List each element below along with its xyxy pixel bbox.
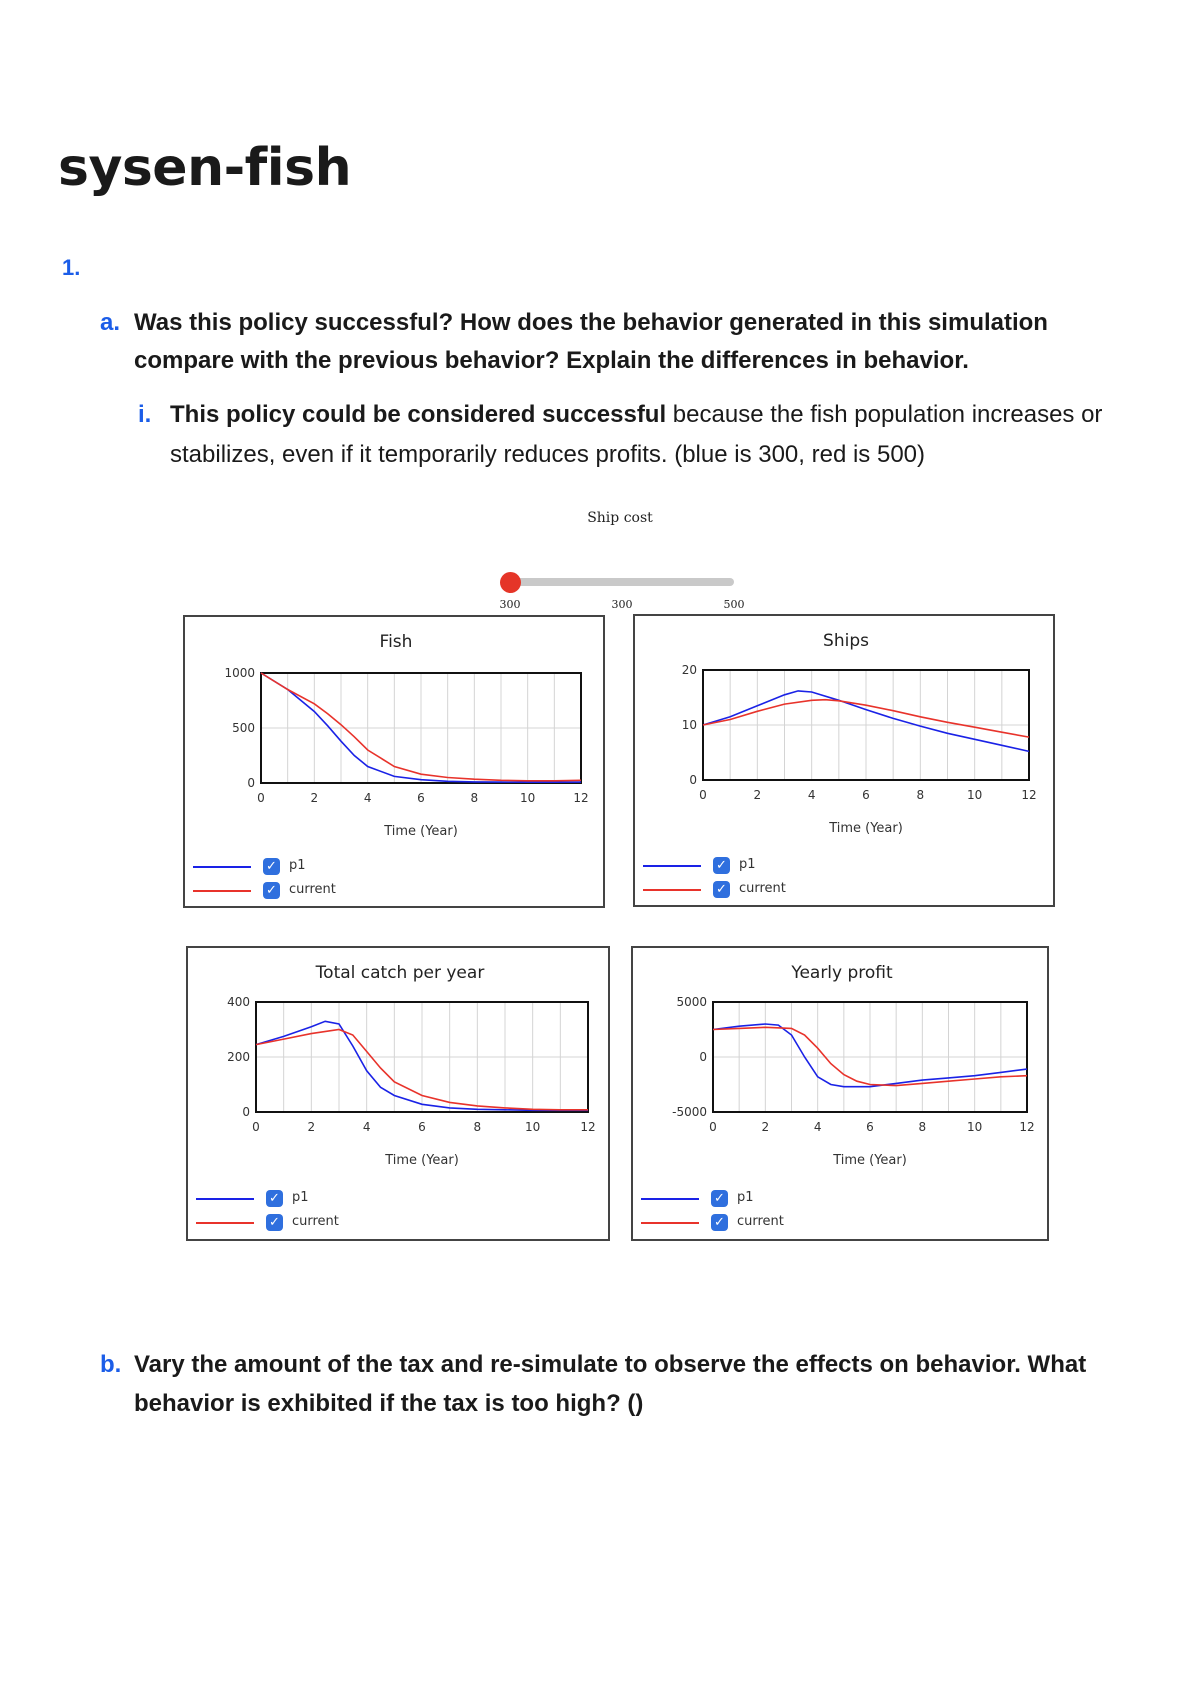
slider-tick-min: 300 <box>499 598 521 611</box>
chart-title: Yearly profit <box>791 963 893 983</box>
x-axis-label: Time (Year) <box>384 824 458 839</box>
question-a <box>100 304 1150 380</box>
x-tick-label: 12 <box>573 791 589 805</box>
legend-label-current: current <box>292 1214 339 1229</box>
answer-i-label: i. <box>138 401 152 428</box>
question-b <box>100 1345 1150 1423</box>
slider-knob[interactable] <box>500 572 521 593</box>
legend-label-p1: p1 <box>739 857 756 872</box>
x-tick-label: 8 <box>473 1120 482 1134</box>
slider-label: Ship cost <box>587 510 653 526</box>
chart-panel-total-catch <box>186 946 610 1241</box>
x-tick-label: 2 <box>761 1120 770 1134</box>
checkbox-current[interactable]: ✓ <box>263 882 280 899</box>
question-b-label: b. <box>100 1351 122 1378</box>
slider-track[interactable] <box>510 578 734 586</box>
y-tick-label: 200 <box>227 1050 250 1064</box>
y-tick-label: 10 <box>681 718 697 732</box>
question-a-text: Was this policy successful? How does the behavior generated in this simulation compare with the previous behavior? Explain the differences in behavior. <box>134 309 1048 374</box>
legend-label-current: current <box>739 881 786 896</box>
chart-title: Fish <box>379 632 413 652</box>
checkbox-p1[interactable]: ✓ <box>711 1190 728 1207</box>
x-tick-label: 4 <box>362 1120 371 1134</box>
answer-i <box>138 395 1148 475</box>
page-title: sysen-fish <box>58 138 352 198</box>
chart-panel-fish <box>183 615 605 908</box>
legend-label-p1: p1 <box>289 858 306 873</box>
x-tick-label: 6 <box>862 788 870 802</box>
x-tick-label: 8 <box>916 788 925 802</box>
x-tick-label: 2 <box>307 1120 316 1134</box>
x-tick-label: 10 <box>967 1120 983 1134</box>
y-tick-label: 400 <box>227 995 250 1009</box>
answer-i-text: because the fish population increases or stabilizes, even if it temporarily reduces profits. (blue is 300, red is 500) <box>170 401 1103 468</box>
x-tick-label: 4 <box>363 791 372 805</box>
legend-label-current: current <box>289 882 336 897</box>
legend-line-p1 <box>641 1198 699 1200</box>
legend-line-p1 <box>193 866 251 868</box>
slider-tick-max: 500 <box>723 598 745 611</box>
legend-line-current <box>641 1222 699 1224</box>
x-tick-label: 6 <box>418 1120 426 1134</box>
x-tick-label: 0 <box>257 791 265 805</box>
x-axis-label: Time (Year) <box>829 821 903 836</box>
x-tick-label: 0 <box>252 1120 260 1134</box>
question-b-text: Vary the amount of the tax and re-simulate to observe the effects on behavior. What behavior is exhibited if the tax is too high? () <box>134 1351 1087 1417</box>
y-tick-label: 5000 <box>676 995 707 1009</box>
answer-i-bold: This policy could be considered successful <box>170 401 667 428</box>
y-tick-label: 1000 <box>224 666 255 680</box>
checkbox-p1[interactable]: ✓ <box>263 858 280 875</box>
x-tick-label: 0 <box>709 1120 717 1134</box>
y-tick-label: 0 <box>689 773 697 787</box>
checkbox-current[interactable]: ✓ <box>266 1214 283 1231</box>
checkbox-p1[interactable]: ✓ <box>266 1190 283 1207</box>
chart-title: Total catch per year <box>315 963 485 983</box>
checkbox-current[interactable]: ✓ <box>713 881 730 898</box>
chart-panel-ships <box>633 614 1055 907</box>
x-tick-label: 12 <box>1021 788 1037 802</box>
x-tick-label: 2 <box>753 788 762 802</box>
legend-label-current: current <box>737 1214 784 1229</box>
x-tick-label: 6 <box>417 791 425 805</box>
y-tick-label: -5000 <box>672 1105 707 1119</box>
x-tick-label: 4 <box>807 788 816 802</box>
question-a-label: a. <box>100 309 121 336</box>
legend-line-current <box>643 889 701 891</box>
legend-line-p1 <box>196 1198 254 1200</box>
legend-label-p1: p1 <box>292 1190 309 1205</box>
x-tick-label: 8 <box>470 791 479 805</box>
x-tick-label: 0 <box>699 788 707 802</box>
question-number: 1. <box>62 255 81 280</box>
y-tick-label: 20 <box>681 663 697 677</box>
legend-line-p1 <box>643 865 701 867</box>
x-tick-label: 8 <box>918 1120 927 1134</box>
legend-label-p1: p1 <box>737 1190 754 1205</box>
y-tick-label: 0 <box>699 1050 707 1064</box>
y-tick-label: 500 <box>232 721 255 735</box>
x-tick-label: 6 <box>866 1120 874 1134</box>
chart-panel-yearly-profit <box>631 946 1049 1241</box>
x-tick-label: 12 <box>1019 1120 1035 1134</box>
x-tick-label: 10 <box>967 788 983 802</box>
x-tick-label: 10 <box>520 791 536 805</box>
slider-tick-mid: 300 <box>611 598 633 611</box>
x-tick-label: 10 <box>525 1120 541 1134</box>
chart-title: Ships <box>823 631 869 651</box>
legend-line-current <box>193 890 251 892</box>
x-tick-label: 2 <box>310 791 319 805</box>
checkbox-current[interactable]: ✓ <box>711 1214 728 1231</box>
checkbox-p1[interactable]: ✓ <box>713 857 730 874</box>
x-axis-label: Time (Year) <box>833 1153 907 1168</box>
y-tick-label: 0 <box>242 1105 250 1119</box>
x-axis-label: Time (Year) <box>385 1153 459 1168</box>
x-tick-label: 12 <box>580 1120 596 1134</box>
x-tick-label: 4 <box>813 1120 822 1134</box>
y-tick-label: 0 <box>247 776 255 790</box>
legend-line-current <box>196 1222 254 1224</box>
